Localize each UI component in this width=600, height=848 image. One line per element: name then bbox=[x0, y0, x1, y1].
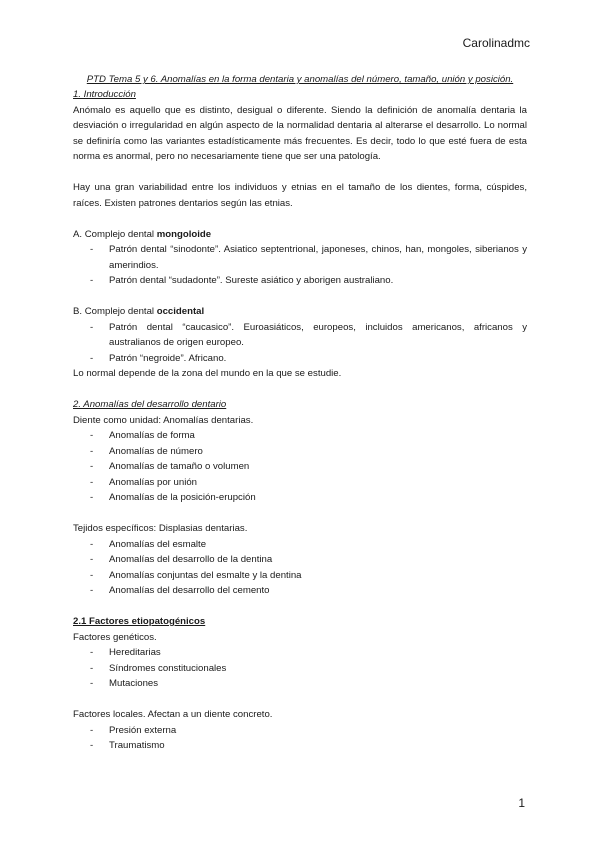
list-item: - Patrón dental “caucasico”. Euroasiáticos, europeos, incluidos americanos, africanos y australianos de origen europeo. bbox=[73, 320, 527, 351]
section-heading-factores: 2.1 Factores etiopatogénicos bbox=[73, 616, 206, 627]
geneticos-intro: Factores genéticos. bbox=[73, 631, 157, 643]
locales-list bbox=[73, 723, 527, 754]
locales-intro: Factores locales. Afectan a un diente concreto. bbox=[73, 709, 273, 720]
complejo-a-bold: mongoloide bbox=[156, 228, 212, 240]
document-body bbox=[73, 72, 527, 754]
list-item: - Patrón dental “sinodonte”. Asiatico septentrional, japoneses, chinos, han, mongoles, siberianos y amerindios. bbox=[73, 242, 527, 273]
complejo-b-heading bbox=[73, 304, 527, 320]
paragraph-variabilidad: Hay una gran variabilidad entre los individuos y etnias en el tamaño de los dientes, forma, cúspides, raíces. Existen patrones dentarios según las etnias. bbox=[73, 182, 527, 209]
complejo-a-prefix: A. Complejo dental bbox=[73, 228, 157, 240]
complejo-b-bold: occidental bbox=[156, 306, 205, 317]
list-item: - Síndromes constitucionales bbox=[73, 661, 527, 677]
complejo-a-list bbox=[73, 242, 527, 289]
list-item: - Anomalías del esmalte bbox=[73, 537, 527, 553]
list-item: - Anomalías del desarrollo del cemento bbox=[73, 583, 527, 599]
list-item: - Anomalías de número bbox=[73, 444, 527, 460]
list-item: - Patrón “negroide”. Africano. bbox=[73, 351, 527, 367]
list-item: - Anomalías por unión bbox=[73, 475, 527, 491]
document-title: PTD Tema 5 y 6. Anomalías en la forma dentaria y anomalías del número, tamaño, unión y posición. bbox=[86, 74, 514, 85]
paragraph-definicion: Anómalo es aquello que es distinto, desigual o diferente. Siendo la definición de anomalía dentaria la desviación o irregularidad en algún aspecto de la normalidad dentaria al alterarse el desarrollo. Lo normal se definiría como las variantes estadísticamente más frecuentes. Es decir, todo lo que esté fuera de esta norma es anormal, pero no necesariamente tiene que ser una patología. bbox=[73, 104, 527, 162]
list-item: - Traumatismo bbox=[73, 738, 527, 754]
complejo-b-list bbox=[73, 320, 527, 367]
page-number: 1 bbox=[518, 796, 525, 810]
diente-list bbox=[73, 428, 527, 506]
list-item: - Anomalías de forma bbox=[73, 428, 527, 444]
diente-intro: Diente como unidad: Anomalías dentarias. bbox=[73, 414, 254, 426]
complejo-a-heading bbox=[73, 227, 527, 243]
tejidos-intro: Tejidos específicos: Displasias dentarias. bbox=[73, 523, 248, 534]
complejo-b-prefix: B. Complejo dental bbox=[73, 306, 157, 317]
geneticos-list bbox=[73, 645, 527, 692]
list-item: - Anomalías del desarrollo de la dentina bbox=[73, 552, 527, 568]
tejidos-list bbox=[73, 537, 527, 599]
list-item: - Anomalías conjuntas del esmalte y la dentina bbox=[73, 568, 527, 584]
section-heading-anomalias: 2. Anomalías del desarrollo dentario bbox=[73, 399, 227, 410]
list-item: - Anomalías de la posición-erupción bbox=[73, 490, 527, 506]
section-heading-introduccion: 1. Introducción bbox=[73, 89, 136, 100]
list-item: - Mutaciones bbox=[73, 676, 527, 692]
page-header-author: Carolinadmc bbox=[462, 36, 530, 50]
list-item: - Presión externa bbox=[73, 723, 527, 739]
list-item: - Anomalías de tamaño o volumen bbox=[73, 459, 527, 475]
list-item: - Patrón dental “sudadonte”. Sureste asiático y aborigen australiano. bbox=[73, 273, 527, 289]
list-item: - Hereditarias bbox=[73, 645, 527, 661]
paragraph-closing: Lo normal depende de la zona del mundo en la que se estudie. bbox=[73, 368, 342, 379]
